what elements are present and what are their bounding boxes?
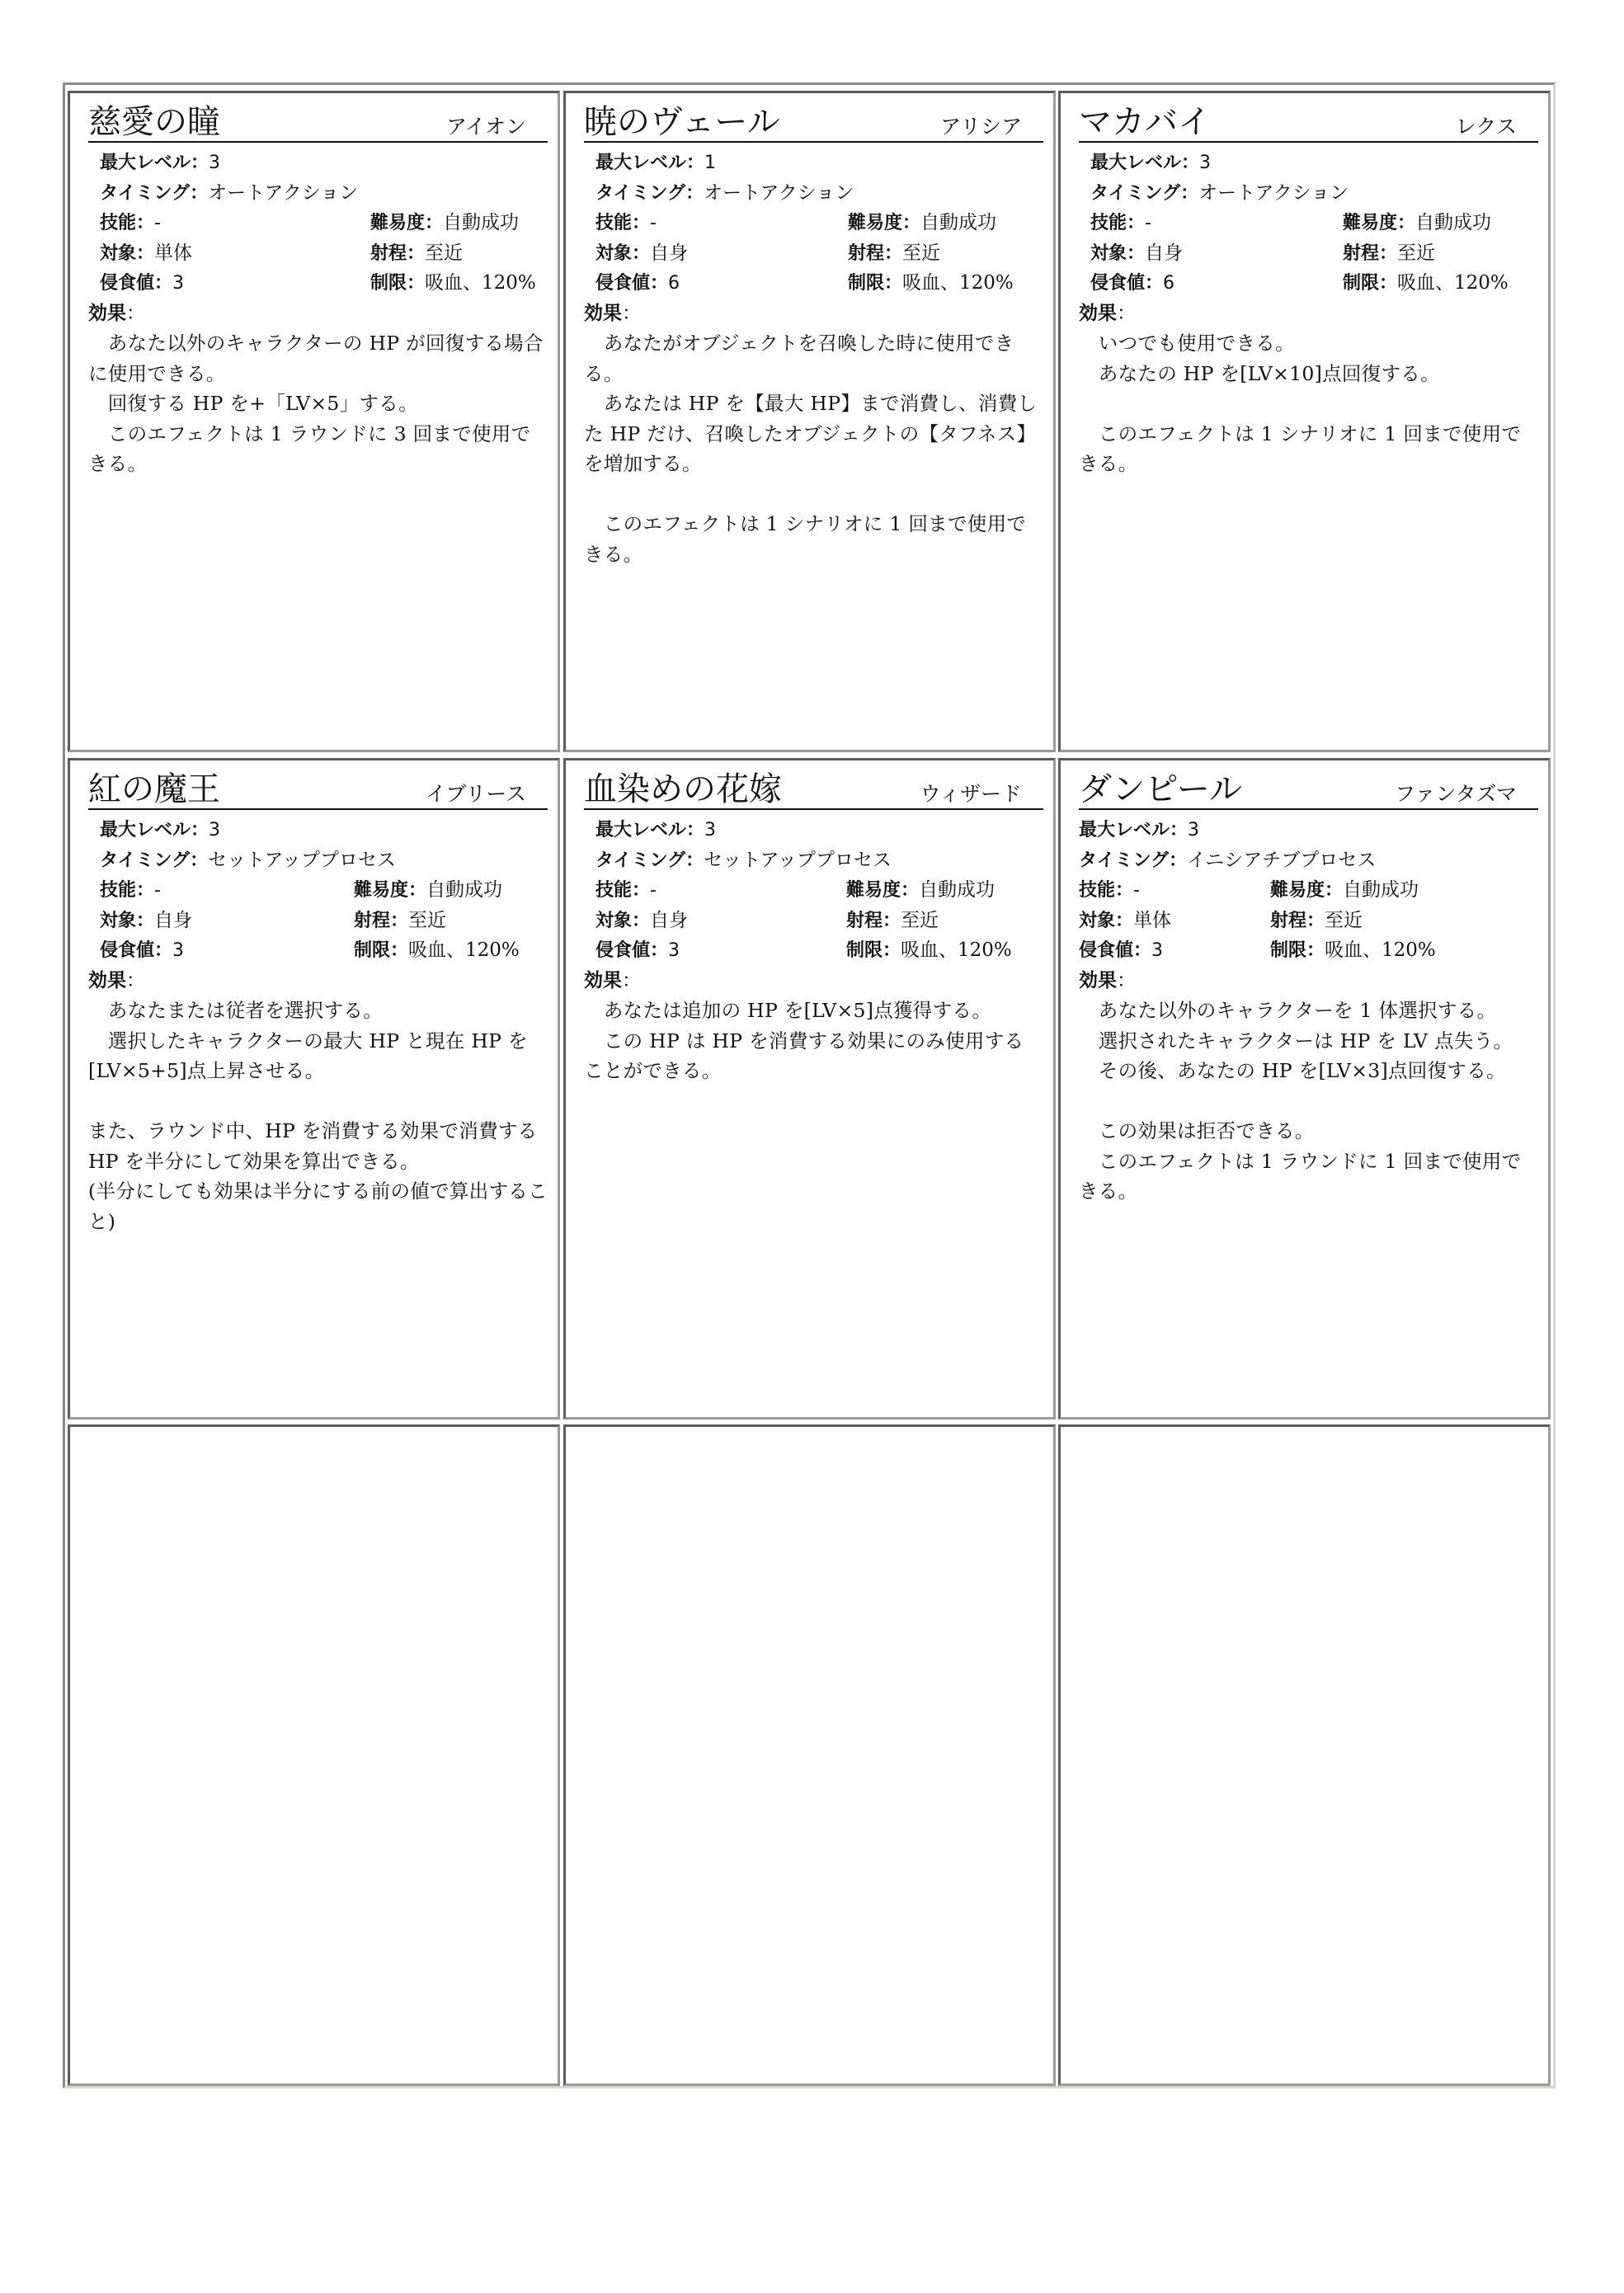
field-label: 制限 bbox=[848, 273, 885, 294]
field-label: 対象 bbox=[1079, 910, 1116, 931]
field-value: 3 bbox=[668, 940, 680, 961]
timing-line bbox=[1079, 178, 1538, 209]
field-value: 3 bbox=[172, 273, 185, 294]
field-left bbox=[100, 272, 184, 294]
field-colon: ： bbox=[1379, 273, 1398, 294]
field-label: 技能 bbox=[595, 213, 633, 233]
field-colon: ： bbox=[390, 910, 409, 931]
skill-difficulty-line bbox=[1079, 208, 1538, 238]
field-label: 難易度 bbox=[1270, 880, 1325, 901]
field-colon: ： bbox=[1379, 242, 1398, 264]
field-label: 技能 bbox=[595, 880, 633, 901]
erosion-restriction-line bbox=[584, 935, 1043, 966]
erosion-restriction-line bbox=[88, 268, 548, 299]
effect-text: あなた以外のキャラクターの HP が回復する場合に使用できる。 回復する HP を+「LV×5」する。 このエフェクトは 1 ラウンドに 3 回まで使用できる。 bbox=[88, 332, 544, 475]
field-colon: ： bbox=[136, 242, 155, 264]
card-subtitle: レクス bbox=[1455, 115, 1517, 139]
field-colon: ： bbox=[883, 940, 901, 961]
field-label: 難易度 bbox=[1343, 213, 1398, 233]
max-level-line bbox=[1079, 815, 1538, 845]
target-range-line bbox=[88, 238, 548, 269]
effect-text: いつでも使用できる。 あなたの HP を[LV×10]点回復する。 このエフェクトは 1 シナリオに 1 回まで使用できる。 bbox=[1079, 332, 1522, 475]
effect-colon: ： bbox=[1117, 969, 1136, 991]
field-label: 射程 bbox=[354, 910, 391, 931]
target-range-line bbox=[1079, 906, 1538, 936]
effect-label: 効果 bbox=[1079, 969, 1117, 991]
power-card bbox=[1058, 758, 1551, 1420]
field-value: 自動成功 bbox=[443, 212, 520, 233]
power-card bbox=[563, 758, 1056, 1420]
field-right bbox=[1343, 268, 1509, 299]
field-colon: ： bbox=[1180, 182, 1199, 204]
blank-card bbox=[1058, 1424, 1551, 2086]
field-colon: ： bbox=[136, 910, 155, 931]
field-colon: ： bbox=[883, 910, 901, 931]
field-colon: ： bbox=[407, 242, 426, 264]
field-colon: ： bbox=[136, 880, 155, 901]
skill-difficulty-line bbox=[584, 875, 1043, 906]
field-value: 3 bbox=[209, 820, 221, 840]
card-title: 暁のヴェール bbox=[584, 103, 780, 141]
blank-card bbox=[563, 1424, 1056, 2086]
field-colon: ： bbox=[632, 213, 651, 233]
field-value: 単体 bbox=[1133, 909, 1172, 931]
power-card bbox=[68, 91, 560, 752]
field-label: 侵食値 bbox=[1090, 273, 1146, 294]
card-title-row bbox=[584, 767, 1043, 810]
max-level-line bbox=[584, 815, 1043, 845]
field-label: 制限 bbox=[1343, 273, 1380, 294]
field-colon: ： bbox=[1306, 910, 1325, 931]
field-right bbox=[1270, 906, 1363, 937]
erosion-restriction-line bbox=[584, 268, 1043, 299]
field-colon: ： bbox=[136, 213, 155, 233]
timing-line bbox=[584, 178, 1043, 209]
field-left bbox=[100, 939, 184, 961]
field-value: 1 bbox=[704, 153, 717, 173]
max-level-line bbox=[88, 815, 548, 845]
field-label: 最大レベル bbox=[100, 153, 191, 173]
field-value: - bbox=[1133, 880, 1140, 901]
field-colon: ： bbox=[685, 850, 704, 871]
effect-label: 効果 bbox=[584, 302, 622, 324]
effect-text: あなたまたは従者を選択する。 選択したキャラクターの最大 HP と現在 HP を[LV×5+5]点上昇させる。 また、ラウンド中、HP を消費する効果で消費する HP を半分にして効果を算出できる。 (半分にしても効果は半分にする前の値で算出すること) bbox=[88, 999, 548, 1233]
field-colon: ： bbox=[901, 880, 920, 901]
field-value: - bbox=[1145, 213, 1151, 233]
field-value: セットアッププロセス bbox=[704, 849, 892, 871]
field-label: タイミング bbox=[595, 850, 686, 871]
field-right bbox=[354, 935, 520, 967]
field-value: 6 bbox=[668, 273, 680, 294]
blank-card bbox=[68, 1424, 560, 2086]
max-level-line bbox=[1079, 148, 1538, 178]
field-right bbox=[848, 208, 996, 239]
effect-colon: ： bbox=[1117, 302, 1136, 324]
field-colon: ： bbox=[408, 880, 427, 901]
field-right bbox=[370, 268, 536, 299]
card-title: マカバイ bbox=[1079, 103, 1211, 141]
field-label: タイミング bbox=[100, 182, 191, 204]
field-label: 射程 bbox=[846, 910, 883, 931]
field-left bbox=[595, 939, 680, 961]
skill-difficulty-line bbox=[1079, 875, 1538, 906]
field-colon: ： bbox=[902, 213, 921, 233]
field-right bbox=[370, 238, 463, 270]
field-value: 至近 bbox=[408, 909, 447, 931]
field-right bbox=[370, 208, 519, 239]
field-value: 自動成功 bbox=[426, 879, 503, 901]
card-title: 血染めの花嫁 bbox=[584, 770, 782, 808]
field-colon: ： bbox=[1306, 940, 1325, 961]
field-value: 至近 bbox=[1397, 242, 1436, 264]
field-label: 対象 bbox=[1090, 242, 1127, 264]
field-label: 侵食値 bbox=[100, 940, 155, 961]
timing-line bbox=[88, 178, 548, 209]
field-colon: ： bbox=[884, 273, 903, 294]
field-left bbox=[1079, 939, 1163, 961]
field-value: 吸血、120% bbox=[425, 272, 536, 294]
field-colon: ： bbox=[154, 273, 173, 294]
field-colon: ： bbox=[1145, 273, 1164, 294]
skill-difficulty-line bbox=[88, 208, 548, 238]
effect-colon: ： bbox=[622, 969, 641, 991]
field-label: 難易度 bbox=[354, 880, 409, 901]
field-label: 制限 bbox=[1270, 940, 1307, 961]
field-label: タイミング bbox=[1079, 850, 1170, 871]
card-subtitle: ファンタズマ bbox=[1394, 782, 1517, 806]
field-value: 自身 bbox=[650, 242, 689, 264]
field-right bbox=[1343, 238, 1435, 270]
power-card bbox=[1058, 91, 1551, 752]
effect-label: 効果 bbox=[584, 969, 622, 991]
field-right bbox=[1343, 208, 1491, 239]
field-left bbox=[100, 212, 161, 233]
field-value: 3 bbox=[1151, 940, 1164, 961]
field-value: 3 bbox=[209, 153, 221, 173]
field-left bbox=[595, 212, 657, 233]
target-range-line bbox=[584, 238, 1043, 269]
field-left bbox=[1090, 272, 1174, 294]
field-right bbox=[846, 875, 995, 906]
field-label: 難易度 bbox=[370, 213, 426, 233]
field-label: 射程 bbox=[1270, 910, 1307, 931]
field-value: 吸血、120% bbox=[901, 939, 1012, 961]
field-label: 最大レベル bbox=[595, 153, 687, 173]
field-value: オートアクション bbox=[208, 181, 359, 204]
field-value: 至近 bbox=[901, 909, 939, 931]
card-title-row bbox=[88, 767, 548, 810]
field-value: 至近 bbox=[1325, 909, 1363, 931]
field-colon: ： bbox=[1181, 153, 1200, 173]
field-colon: ： bbox=[650, 273, 669, 294]
card-title-row bbox=[584, 100, 1043, 143]
field-label: 制限 bbox=[846, 940, 883, 961]
field-colon: ： bbox=[1397, 213, 1416, 233]
field-label: 技能 bbox=[1079, 880, 1116, 901]
field-value: 自身 bbox=[1145, 242, 1184, 264]
field-value: 自動成功 bbox=[920, 212, 997, 233]
timing-line bbox=[584, 845, 1043, 876]
field-label: 対象 bbox=[595, 910, 633, 931]
field-value: 至近 bbox=[902, 242, 941, 264]
field-label: 射程 bbox=[370, 242, 407, 264]
field-left bbox=[595, 910, 688, 931]
field-colon: ： bbox=[685, 182, 704, 204]
field-value: 吸血、120% bbox=[1325, 939, 1436, 961]
timing-line bbox=[1079, 845, 1538, 876]
field-colon: ： bbox=[390, 940, 409, 961]
card-title-row bbox=[88, 100, 548, 143]
field-label: 侵食値 bbox=[595, 940, 651, 961]
effect-text: あなたがオブジェクトを召喚した時に使用できる。 あなたは HP を【最大 HP】まで消費し、消費した HP だけ、召喚したオブジェクトの【タフネス】を増加する。 このエフェクトは 1 シナリオに 1 回まで使用できる。 bbox=[584, 332, 1038, 566]
field-colon: ： bbox=[1170, 820, 1189, 840]
field-value: 3 bbox=[1199, 153, 1212, 173]
field-colon: ： bbox=[190, 850, 209, 871]
skill-difficulty-line bbox=[584, 208, 1043, 238]
effect-heading bbox=[584, 299, 1043, 329]
field-label: 最大レベル bbox=[595, 820, 687, 840]
field-label: タイミング bbox=[1090, 182, 1181, 204]
field-label: 最大レベル bbox=[100, 820, 191, 840]
card-title-row bbox=[1079, 767, 1538, 810]
field-colon: ： bbox=[191, 153, 209, 173]
field-label: 対象 bbox=[100, 242, 137, 264]
field-colon: ： bbox=[1115, 880, 1134, 901]
field-colon: ： bbox=[1127, 213, 1146, 233]
effect-colon: ： bbox=[126, 302, 145, 324]
card-title-row bbox=[1079, 100, 1538, 143]
field-colon: ： bbox=[632, 880, 651, 901]
field-left bbox=[1090, 212, 1151, 233]
card-title: 紅の魔王 bbox=[88, 770, 220, 808]
target-range-line bbox=[1079, 238, 1538, 269]
power-card bbox=[563, 91, 1056, 752]
field-label: タイミング bbox=[595, 182, 686, 204]
field-left bbox=[595, 879, 657, 901]
field-label: 制限 bbox=[354, 940, 391, 961]
card-subtitle: アイオン bbox=[445, 115, 526, 139]
effect-heading bbox=[1079, 966, 1538, 996]
field-label: 難易度 bbox=[848, 213, 903, 233]
field-value: オートアクション bbox=[704, 181, 854, 204]
field-colon: ： bbox=[407, 273, 426, 294]
effect-heading bbox=[88, 966, 548, 996]
field-label: 最大レベル bbox=[1079, 820, 1170, 840]
field-colon: ： bbox=[1325, 880, 1344, 901]
field-right bbox=[848, 268, 1014, 299]
field-left bbox=[100, 910, 192, 931]
field-right bbox=[354, 906, 446, 937]
field-colon: ： bbox=[191, 820, 209, 840]
max-level-line bbox=[88, 148, 548, 178]
effect-heading bbox=[1079, 299, 1538, 329]
card-subtitle: ウィザード bbox=[920, 782, 1022, 806]
card-title: ダンピール bbox=[1079, 770, 1242, 808]
field-value: 3 bbox=[1188, 820, 1200, 840]
field-value: - bbox=[154, 880, 161, 901]
effect-heading bbox=[584, 966, 1043, 996]
erosion-restriction-line bbox=[1079, 268, 1538, 299]
field-value: 3 bbox=[704, 820, 717, 840]
max-level-line bbox=[584, 148, 1043, 178]
erosion-restriction-line bbox=[1079, 935, 1538, 966]
effect-label: 効果 bbox=[88, 969, 126, 991]
field-label: 侵食値 bbox=[595, 273, 651, 294]
field-value: 吸血、120% bbox=[408, 939, 520, 961]
field-value: - bbox=[154, 213, 161, 233]
field-label: 技能 bbox=[100, 880, 137, 901]
field-right bbox=[848, 238, 940, 270]
effect-label: 効果 bbox=[1079, 302, 1117, 324]
field-value: - bbox=[650, 880, 657, 901]
effect-colon: ： bbox=[126, 969, 145, 991]
field-left bbox=[100, 879, 161, 901]
field-colon: ： bbox=[686, 153, 705, 173]
field-label: 射程 bbox=[848, 242, 885, 264]
field-value: 自動成功 bbox=[1415, 212, 1492, 233]
field-colon: ： bbox=[1127, 242, 1146, 264]
field-colon: ： bbox=[632, 910, 651, 931]
timing-line bbox=[88, 845, 548, 876]
field-colon: ： bbox=[632, 242, 651, 264]
field-value: 自動成功 bbox=[1343, 879, 1419, 901]
card-subtitle: アリシア bbox=[939, 115, 1022, 139]
field-label: 技能 bbox=[100, 213, 137, 233]
effect-label: 効果 bbox=[88, 302, 126, 324]
field-colon: ： bbox=[650, 940, 669, 961]
effect-heading bbox=[88, 299, 548, 329]
field-colon: ： bbox=[1133, 940, 1152, 961]
effect-text: あなた以外のキャラクターを 1 体選択する。 選択されたキャラクターは HP を LV 点失う。 その後、あなたの HP を[LV×3]点回復する。 この効果は拒否できる。 このエフェクトは 1 ラウンドに 1 回まで使用できる。 bbox=[1079, 999, 1522, 1203]
field-colon: ： bbox=[190, 182, 209, 204]
field-value: 自動成功 bbox=[919, 879, 996, 901]
field-colon: ： bbox=[154, 940, 173, 961]
field-label: 対象 bbox=[595, 242, 633, 264]
field-value: セットアッププロセス bbox=[208, 849, 396, 871]
field-left bbox=[595, 272, 680, 294]
field-label: 技能 bbox=[1090, 213, 1127, 233]
field-value: 吸血、120% bbox=[1397, 272, 1509, 294]
field-value: 吸血、120% bbox=[902, 272, 1014, 294]
field-colon: ： bbox=[1169, 850, 1188, 871]
effect-colon: ： bbox=[622, 302, 641, 324]
field-value: - bbox=[650, 213, 657, 233]
field-label: 射程 bbox=[1343, 242, 1380, 264]
field-value: 至近 bbox=[425, 242, 464, 264]
field-value: 3 bbox=[172, 940, 185, 961]
field-right bbox=[1270, 935, 1436, 967]
field-label: 侵食値 bbox=[100, 273, 155, 294]
field-value: オートアクション bbox=[1198, 181, 1349, 204]
field-label: 最大レベル bbox=[1090, 153, 1182, 173]
field-left bbox=[595, 242, 688, 264]
field-colon: ： bbox=[425, 213, 444, 233]
field-left bbox=[1079, 910, 1171, 931]
card-subtitle: イブリース bbox=[425, 782, 526, 806]
field-left bbox=[1079, 879, 1140, 901]
field-left bbox=[1090, 242, 1183, 264]
field-left bbox=[100, 242, 192, 264]
field-colon: ： bbox=[686, 820, 705, 840]
field-value: 自身 bbox=[650, 909, 689, 931]
field-colon: ： bbox=[884, 242, 903, 264]
field-label: タイミング bbox=[100, 850, 191, 871]
target-range-line bbox=[88, 906, 548, 936]
field-value: 自身 bbox=[154, 909, 193, 931]
field-value: イニシアチブプロセス bbox=[1187, 849, 1377, 871]
field-right bbox=[354, 875, 502, 906]
target-range-line bbox=[584, 906, 1043, 936]
skill-difficulty-line bbox=[88, 875, 548, 906]
field-right bbox=[846, 935, 1012, 967]
field-right bbox=[846, 906, 939, 937]
effect-text: あなたは追加の HP を[LV×5]点獲得する。 この HP は HP を消費する効果にのみ使用することができる。 bbox=[584, 999, 1024, 1082]
field-label: 難易度 bbox=[846, 880, 901, 901]
field-label: 制限 bbox=[370, 273, 407, 294]
power-card bbox=[68, 758, 560, 1420]
field-value: 単体 bbox=[154, 242, 193, 264]
field-colon: ： bbox=[1115, 910, 1134, 931]
field-right bbox=[1270, 875, 1419, 906]
card-title: 慈愛の瞳 bbox=[88, 103, 220, 141]
field-value: 6 bbox=[1163, 273, 1175, 294]
erosion-restriction-line bbox=[88, 935, 548, 966]
field-label: 対象 bbox=[100, 910, 137, 931]
field-label: 侵食値 bbox=[1079, 940, 1134, 961]
